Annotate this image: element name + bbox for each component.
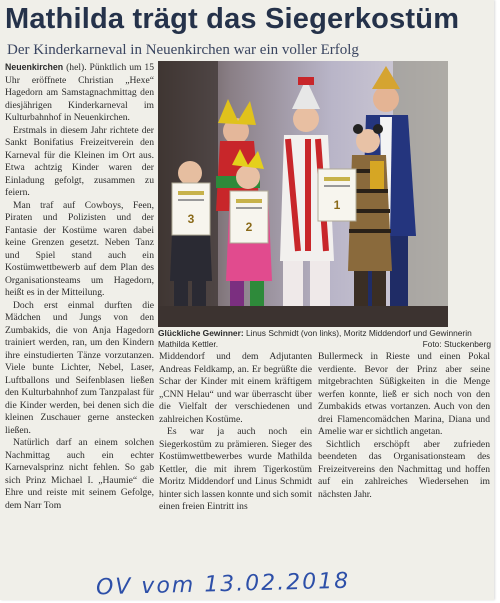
article-photo: [158, 61, 448, 327]
paragraph-8: Bullermeck in Rieste und einen Pokal verdiente. Bevor der Prinz aber seine mitgebrachten Süßigkeiten in die Menge werfen konnte, ließ er sich noch von den Zumbakids etwas vortanzen. Auch von den drei Flamencomädchen Marina, Diana und Amelie war er sichtlich angetan.: [318, 351, 490, 437]
dateline: Neuenkirchen: [5, 62, 64, 72]
paragraph-5: Natürlich darf an einem solchen Nachmittag auch ein echter Karnevalsprinz nicht fehlen. So gab sich Prinz Michael I. „Haumie“ die Ehre und reiste mit seinem Gefolge, dem Narr Tom: [5, 437, 154, 511]
article-column-1: [5, 61, 154, 576]
paragraph-1-text: Pünktlich um 15 Uhr eröffnete Christian „Hexe“ Hagedorn am Samstagnachmittag den diesjährigen Kinderkarneval im Kulturbahnhof in Neuenkirchen.: [5, 62, 154, 123]
paragraph-4: Doch erst einmal durften die Mädchen und Jungs von den Zumbakids, die von Anja Hagedorn trainiert werden, ran, um den Kindern ihre einstudierten Tänze vorzutanzen. Viele bunte Lichter, Nebel, Laser, Luftballons und Seifenblasen ließen den Kulturbahnhof zum Tanzpalast für die Kinder werden, bei denen sich die kleinen Zuschauer gerne anstecken ließen.: [5, 299, 154, 436]
subheadline: Der Kinderkarneval in Neuenkirchen war ein voller Erfolg: [7, 42, 359, 58]
trophy-icon: [370, 161, 384, 189]
photo-credit: Foto: Stuckenberg: [422, 339, 491, 349]
caption-text: Linus Schmidt (von links), Moritz Middendorf und Gewinnerin Mathilda Kettler.: [158, 328, 472, 349]
caption-lead: Glückliche Gewinner:: [158, 328, 244, 338]
certificate-left: [172, 183, 210, 235]
article-column-2: [159, 351, 312, 576]
headline: Mathilda trägt das Siegerkostüm: [5, 3, 460, 35]
paragraph-6: Middendorf und dem Adjutanten Andreas Feldkamp, an. Er begrüßte die Schar der Kinder mit einem kräftigem „CNN Helau“ und war überrascht über die Vielfalt der verschiedenen und zahlreichen Kostüme.: [159, 351, 312, 425]
photo-illustration: [158, 61, 448, 327]
paragraph-1: [5, 61, 154, 125]
certificate-middle: [230, 191, 268, 243]
certificate-number-right: 1: [333, 198, 341, 212]
floor: [158, 306, 448, 327]
certificate-number-middle: 2: [245, 220, 253, 234]
certificate-number-left: 3: [187, 212, 195, 226]
photo-caption: [158, 328, 493, 350]
paragraph-2: Erstmals in diesem Jahr richtete der Sankt Bonifatius Freizeitverein den Karneval für die Kleinen im Ort aus. Etwa achtzig Kinder waren der Einladung gefolgt, zusammen zu feiern.: [5, 124, 154, 198]
certificate-right: [318, 169, 356, 221]
article-column-3: [318, 351, 490, 576]
paragraph-9: Sichtlich erschöpft aber zufrieden beendeten das Organisationsteam des Freizeitvereins den Nachmittag und hoffen auf ein zahlreiches Wiedersehen im nächsten Jahr.: [318, 438, 490, 500]
handwritten-date-note: OV vom 13.02.2018: [95, 568, 351, 601]
paragraph-3: Man traf auf Cowboys, Feen, Piraten und Polizisten und der Fantasie der Kostüme waren dabei keine Grenzen gesetzt. Neben Tanz und Spiel stand auch ein Kostümwettbewerb auf dem Plan des Organisationsteams um Hagedorn, heißt es in der Mitteilung.: [5, 199, 154, 298]
author-tag: (hel).: [63, 62, 90, 73]
paragraph-7: Es war ja auch noch ein Siegerkostüm zu prämieren. Sieger des Kostümwettbewerbes wurde Mathilda Kettler, die mit ihrem Tigerkostüm Moritz Middendorf und Linus Schmidt hinter sich lassen konnte und sich somit einen freien Eintritt ins: [159, 426, 312, 512]
